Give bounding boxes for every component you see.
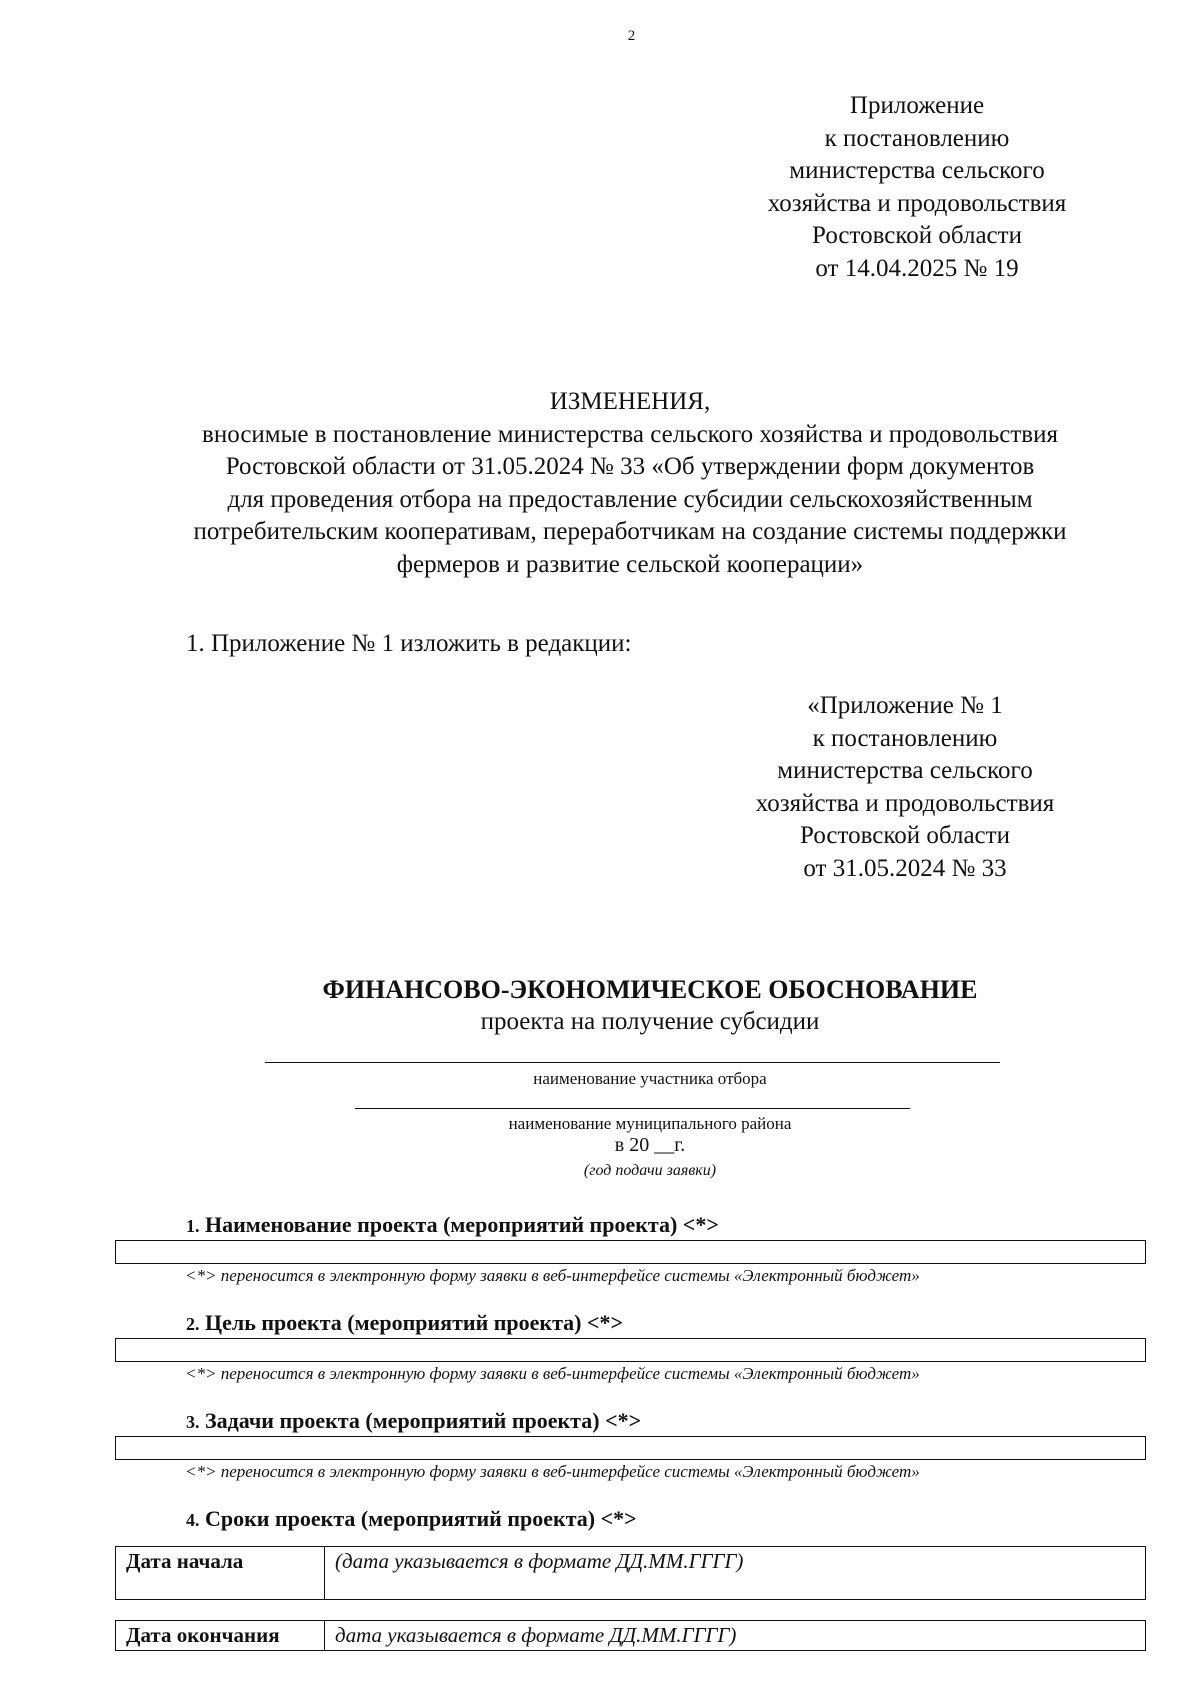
- start-date-value[interactable]: (дата указывается в формате ДД.ММ.ГГГГ): [325, 1547, 1146, 1600]
- point-1-text: 1. Приложение № 1 изложить в редакции:: [186, 630, 632, 657]
- section-3-note: <*> переносится в электронную форму заявки в веб-интерфейсе системы «Электронный бюджет»: [185, 1462, 920, 1481]
- end-date-label: Дата окончания: [116, 1621, 325, 1651]
- section-1-heading: [186, 1212, 719, 1238]
- year-hint: (год подачи заявки): [583, 1162, 717, 1179]
- section-4-heading: [186, 1506, 637, 1532]
- changes-line: вносимые в постановление министерства сельского хозяйства и продовольствия: [202, 420, 1058, 448]
- changes-line: потребительским кооперативам, переработчикам на создание системы поддержки: [193, 518, 1067, 545]
- appendix-line: к постановлению: [824, 124, 1010, 152]
- changes-line: для проведения отбора на предоставление субсидии сельскохозяйственным: [227, 485, 1033, 513]
- section-title: Сроки проекта (мероприятий проекта) <*>: [205, 1506, 637, 1531]
- participant-name-line: [265, 1062, 1000, 1063]
- form-title: ФИНАНСОВО-ЭКОНОМИЧЕСКОЕ ОБОСНОВАНИЕ: [322, 975, 978, 1004]
- appendix-line: министерства сельского: [789, 157, 1045, 184]
- table-row: [116, 1547, 1146, 1600]
- appendix-line: хозяйства и продовольствия: [767, 189, 1067, 217]
- section-3-heading: [186, 1408, 641, 1434]
- section-number: 2.: [186, 1314, 200, 1334]
- section-title: Наименование проекта (мероприятий проекта) <*>: [205, 1212, 719, 1237]
- changes-line: Ростовской области от 31.05.2024 № 33 «Об утверждении форм документов: [225, 453, 1035, 480]
- appendix-1-line: хозяйства и продовольствия: [755, 789, 1055, 817]
- section-1-note: <*> переносится в электронную форму заявки в веб-интерфейсе системы «Электронный бюджет»: [185, 1266, 920, 1285]
- changes-title: ИЗМЕНЕНИЯ,: [549, 388, 711, 415]
- section-title: Задачи проекта (мероприятий проекта) <*>: [205, 1408, 642, 1433]
- section-title: Цель проекта (мероприятий проекта) <*>: [205, 1310, 624, 1335]
- section-number: 1.: [186, 1216, 200, 1236]
- section-number: 3.: [186, 1412, 200, 1432]
- appendix-1-line: министерства сельского: [777, 757, 1033, 784]
- appendix-line: Приложение: [849, 92, 985, 119]
- section-2-field[interactable]: [115, 1338, 1146, 1362]
- section-1-field[interactable]: [115, 1240, 1146, 1264]
- year-line: в 20 __г.: [614, 1134, 686, 1156]
- project-terms-table-end: [115, 1620, 1146, 1651]
- project-terms-table: [115, 1546, 1146, 1600]
- appendix-1-header: [700, 690, 1110, 885]
- appendix-1-line: Ростовской области: [800, 822, 1010, 849]
- page-number: 2: [627, 28, 636, 44]
- appendix-1-line: «Приложение № 1: [807, 692, 1003, 719]
- participant-caption: наименование участника отбора: [533, 1069, 767, 1088]
- district-name-line: [355, 1108, 910, 1109]
- form-subtitle: проекта на получение субсидии: [480, 1008, 820, 1035]
- appendix-1-line: от 31.05.2024 № 33: [803, 854, 1007, 882]
- section-2-note: <*> переносится в электронную форму заявки в веб-интерфейсе системы «Электронный бюджет»: [185, 1364, 920, 1383]
- section-number: 4.: [186, 1510, 200, 1530]
- appendix-line: от 14.04.2025 № 19: [815, 254, 1019, 282]
- district-caption: наименование муниципального района: [508, 1114, 792, 1133]
- table-row: [116, 1621, 1146, 1651]
- changes-line: фермеров и развитие сельской кооперации»: [396, 550, 864, 578]
- section-3-field[interactable]: [115, 1436, 1146, 1460]
- end-date-value[interactable]: дата указывается в формате ДД.ММ.ГГГГ): [325, 1621, 1146, 1651]
- appendix-line: Ростовской области: [812, 222, 1022, 249]
- appendix-1-line: к постановлению: [812, 724, 998, 752]
- changes-heading: [60, 386, 1200, 581]
- start-date-label: Дата начала: [116, 1547, 325, 1600]
- section-2-heading: [186, 1310, 623, 1336]
- appendix-header: [712, 90, 1122, 285]
